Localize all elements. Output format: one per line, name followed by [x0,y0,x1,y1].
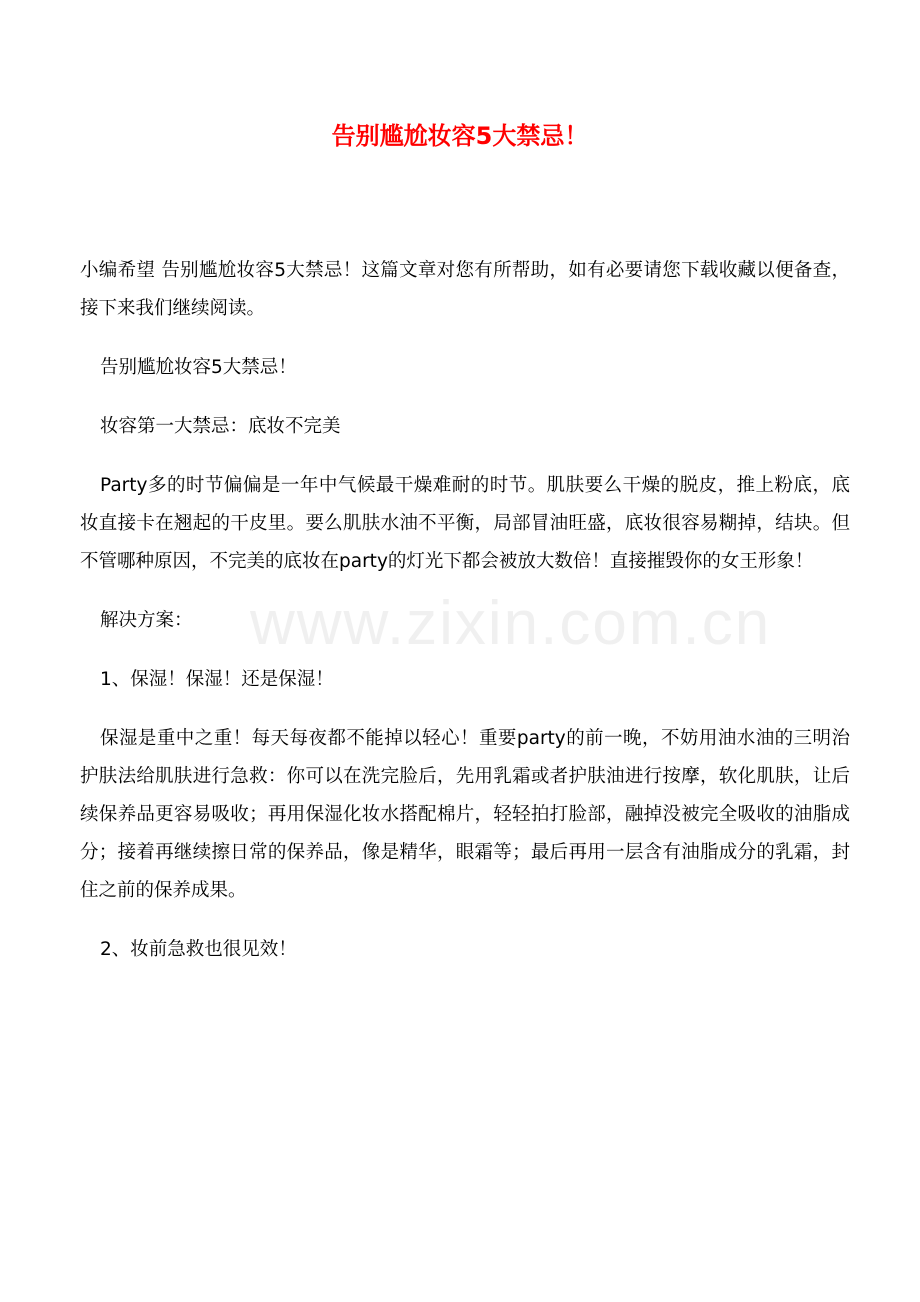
article-body [80,252,850,990]
watermark: www.zixin.com.cn [250,589,772,658]
intro-paragraph: 小编希望 告别尴尬妆容5大禁忌！这篇文章对您有所帮助，如有必要请您下载收藏以便备查，接下来我们继续阅读。 [80,260,850,319]
tip-heading: 2、妆前急救也很见效！ [100,939,297,960]
article-heading: 告别尴尬妆容5大禁忌！ [100,357,297,378]
solution-label: 解决方案： [100,610,193,631]
body-paragraph: Party多的时节偏偏是一年中气候最干燥难耐的时节。肌肤要么干燥的脱皮，推上粉底，底妆直接卡在翘起的干皮里。要么肌肤水油不平衡，局部冒油旺盛，底妆很容易糊掉，结块。但不管哪种原因，不完美的底妆在party的灯光下都会被放大数倍！直接摧毁你的女王形象！ [80,475,850,572]
page-title: 告别尴尬妆容5大禁忌！ [331,122,589,150]
tip-heading: 1、保湿！保湿！还是保湿！ [100,669,334,690]
body-paragraph: 保湿是重中之重！每天每夜都不能掉以轻心！重要party的前一晚，不妨用油水油的三明治护肤法给肌肤进行急救：你可以在洗完脸后，先用乳霜或者护肤油进行按摩，软化肌肤，让后续保养品更容易吸收；再用保湿化妆水搭配棉片，轻轻拍打脸部，融掉没被完全吸收的油脂成分；接着再继续擦日常的保养品，像是精华，眼霜等；最后再用一层含有油脂成分的乳霜，封住之前的保养成果。 [80,728,850,901]
section-heading: 妆容第一大禁忌：底妆不完美 [100,416,341,437]
